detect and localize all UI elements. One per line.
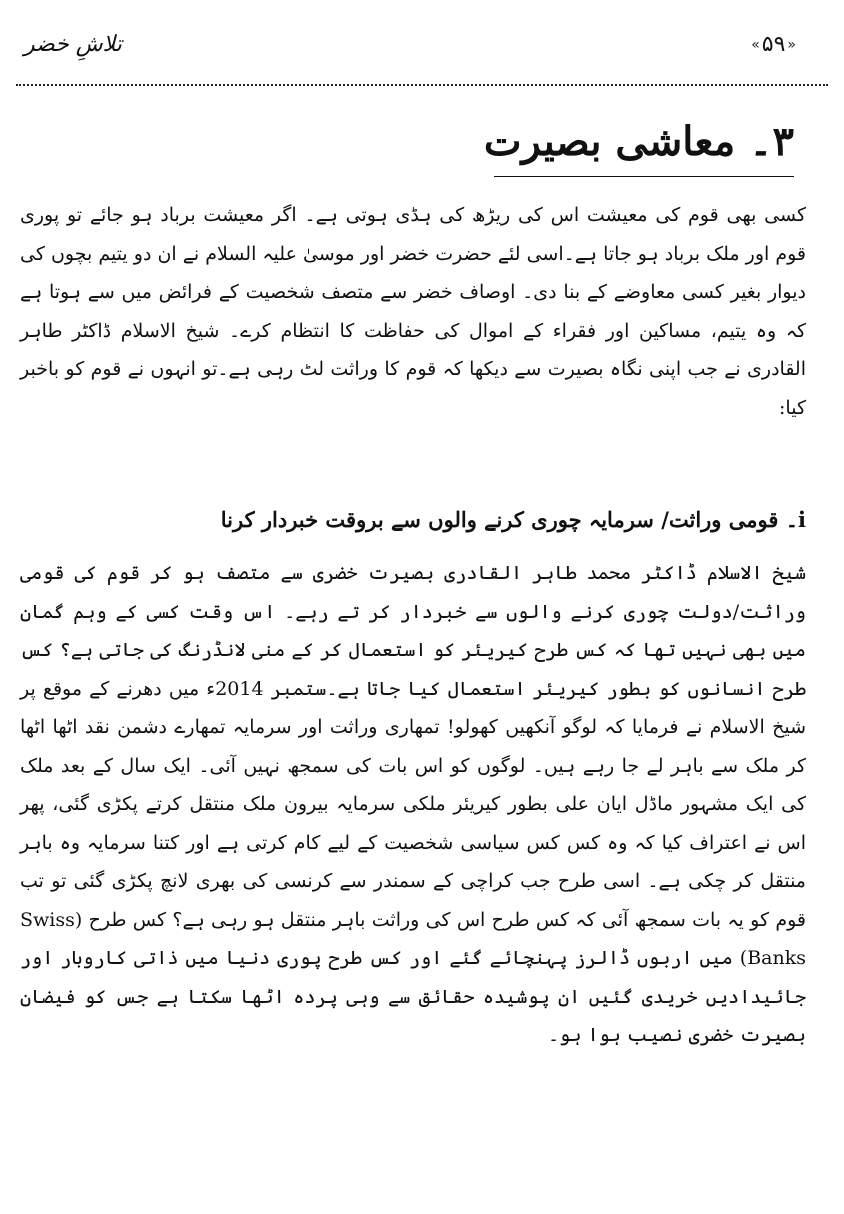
page-number: ۵۹ [761, 32, 786, 57]
section-body-paragraph: شیخ الاسلام ڈاکٹر محمد طاہر القادری بصیرت خضری سے متصف ہو کر قوم کی قومی وراثت/دولت چوری کرنے والوں سے خبردار کر تے رہے۔ اس وقت کسی کے وہم گمان میں بھی نہیں تھا کہ کس طرح کیریئر کو استعمال کر کے منی لانڈرنگ کی جاتی ہے؟ کس طرح انسانوں کو بطور کیریئر استعمال کیا جاتا ہے۔ستمبر 2014ء میں دھرنے کے موقع پر شیخ الاسلام نے فرمایا کہ لوگو آنکھیں کھولو! تمھاری وراثت اور سرمایہ تمھارے دشمن نقد اٹھا اٹھا کر ملک سے باہر لے جا رہے ہیں۔ لوگوں کو اس بات کی سمجھ نہیں آئی۔ ایک سال کے بعد ملک کی ایک مشہور ماڈل ایان علی بطور کیریئر ملکی سرمایہ بیرون ملک منتقل کرتے پکڑی گئی، پھر اس نے اعتراف کیا کہ وہ کس کس سیاسی شخصیت کے لیے کام کرتی ہے اور کتنا سرمایہ وہ باہر منتقل کر چکی ہے۔ اسی طرح جب کراچی کے سمندر سے کرنسی کی بھری لانچ پکڑی گئی تو تب قوم کو یہ بات سمجھ آئی کہ کس طرح اس کی وراثت باہر منتقل ہو رہی ہے؟ کس طرح (Swiss Banks) میں اربوں ڈالرز پہنچائے گئے اور کس طرح پوری دنیا میں ذاتی کاروبار اور جائیدادیں خریدی گئیں ان پوشیدہ حقائق سے وہی پردہ اٹھا سکتا ہے جس کو فیضان بصیرت خضری نصیب ہوا ہو۔ [20, 562, 806, 1046]
running-title: تلاشِ خضر [24, 32, 122, 57]
page-header [0, 0, 844, 90]
ornament-right-icon: » [787, 37, 796, 53]
section-heading: i۔ قومی وراثت/ سرمایہ چوری کرنے والوں سے بروقت خبردار کرنا [220, 507, 806, 532]
page-number-box [751, 30, 796, 60]
chapter-title: ۳۔ معاشی بصیرت [483, 118, 794, 165]
intro-paragraph-block [20, 196, 806, 427]
intro-paragraph: کسی بھی قوم کی معیشت اس کی ریڑھ کی ہڈی ہوتی ہے۔ اگر معیشت برباد ہو جائے تو پوری قوم اور ملک برباد ہو جاتا ہے۔اسی لئے حضرت خضر اور موسیٰ علیہ السلام نے ان دو یتیم بچوں کی دیوار بغیر کسی معاوضے کے بنا دی۔ اوصاف خضر سے متصف شخصیت کے فرائض میں سے ہوتا ہے کہ وہ یتیم، مساکین اور فقراء کے اموال کی حفاظت کا انتظام کرے۔ شیخ الاسلام ڈاکٹر طاہر القادری نے جب اپنی نگاہ بصیرت سے دیکھا کہ قوم کا وراثت لٹ رہی ہے۔تو انہوں نے قوم کو باخبر کیا: [20, 204, 806, 419]
ornament-left-icon: « [751, 37, 760, 53]
header-dotted-rule [16, 84, 828, 86]
section-body-block [20, 554, 806, 1055]
chapter-title-underline [494, 176, 794, 177]
